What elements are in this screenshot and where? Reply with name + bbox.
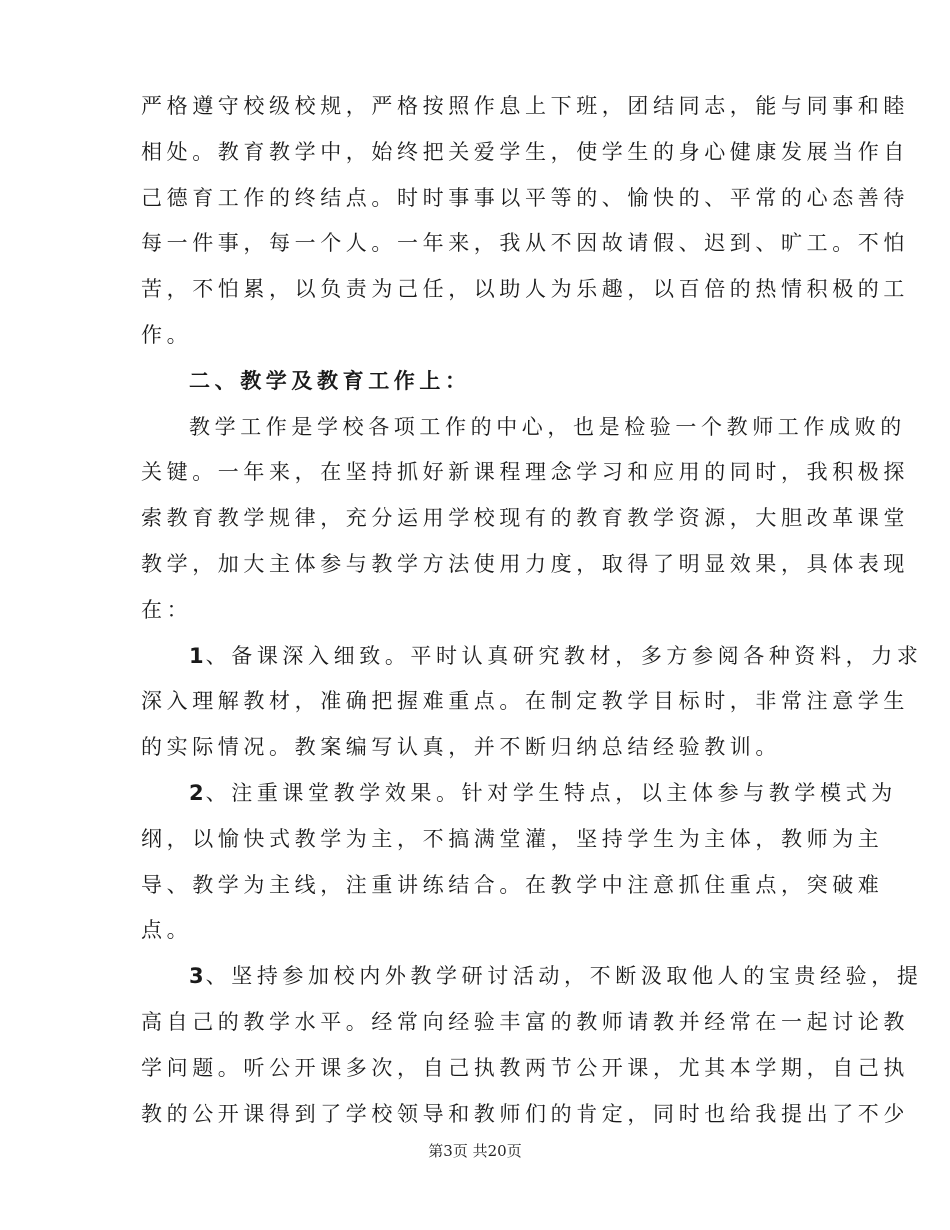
text-line: 教学，加大主体参与教学方法使用力度，取得了明显效果，具体表现 (141, 552, 909, 576)
text-line: 、坚持参加校内外教学研讨活动，不断汲取他人的宝贵经验，提 (205, 964, 923, 989)
text-line: 点。 (141, 918, 193, 943)
text-line: 教的公开课得到了学校领导和教师们的肯定，同时也给我提出了不少 (141, 1101, 909, 1126)
text-line: 在： (141, 597, 193, 622)
text-line: 严格遵守校级校规，严格按照作息上下班，团结同志，能与同事和睦 (141, 94, 909, 118)
text-line: 深入理解教材，准确把握难重点。在制定教学目标时，非常注意学生 (141, 689, 909, 714)
text-line: 教学工作是学校各项工作的中心，也是检验一个教师工作成败的 (189, 414, 906, 439)
text-line: 苦，不怕累，以负责为己任，以助人为乐趣，以百倍的热情积极的工 (141, 277, 909, 302)
text-line: 高自己的教学水平。经常向经验丰富的教师请教并经常在一起讨论教 (141, 1010, 909, 1034)
text-line: 纲，以愉快式教学为主，不搞满堂灌，坚持学生为主体，教师为主 (141, 826, 884, 851)
text-line: 关键。一年来，在坚持抓好新课程理念学习和应用的同时，我积极探 (141, 460, 909, 485)
list-item-1-first-line (189, 642, 922, 670)
item-number: 1 (189, 643, 204, 668)
list-item-3-first-line (189, 962, 922, 990)
text-line: 己德育工作的终结点。时时事事以平等的、愉快的、平常的心态善待 (141, 185, 909, 210)
item-number: 2 (189, 781, 204, 805)
text-line: 导、教学为主线，注重讲练结合。在教学中注意抓住重点，突破难 (141, 872, 884, 897)
text-line: 作。 (141, 323, 193, 347)
text-line: 学问题。听公开课多次，自己执教两节公开课，尤其本学期，自己执 (141, 1055, 909, 1080)
text-line: 的实际情况。教案编写认真，并不断归纳总结经验教训。 (141, 735, 781, 760)
page-footer: 第3页 共20页 (428, 1142, 522, 1160)
text-line: 索教育教学规律，充分运用学校现有的教育教学资源，大胆改革课堂 (141, 506, 909, 531)
text-line: 相处。教育教学中，始终把关爱学生，使学生的身心健康发展当作自 (141, 139, 909, 164)
text-line: 每一件事，每一个人。一年来，我从不因故请假、迟到、旷工。不怕 (141, 231, 909, 256)
list-item-2-first-line (189, 779, 897, 807)
section-heading: 二、教学及教育工作上： (189, 367, 471, 393)
text-line: 、注重课堂教学效果。针对学生特点，以主体参与教学模式为 (205, 781, 897, 805)
text-line: 、备课深入细致。平时认真研究教材，多方参阅各种资料，力求 (205, 643, 923, 668)
item-number: 3 (189, 964, 204, 989)
